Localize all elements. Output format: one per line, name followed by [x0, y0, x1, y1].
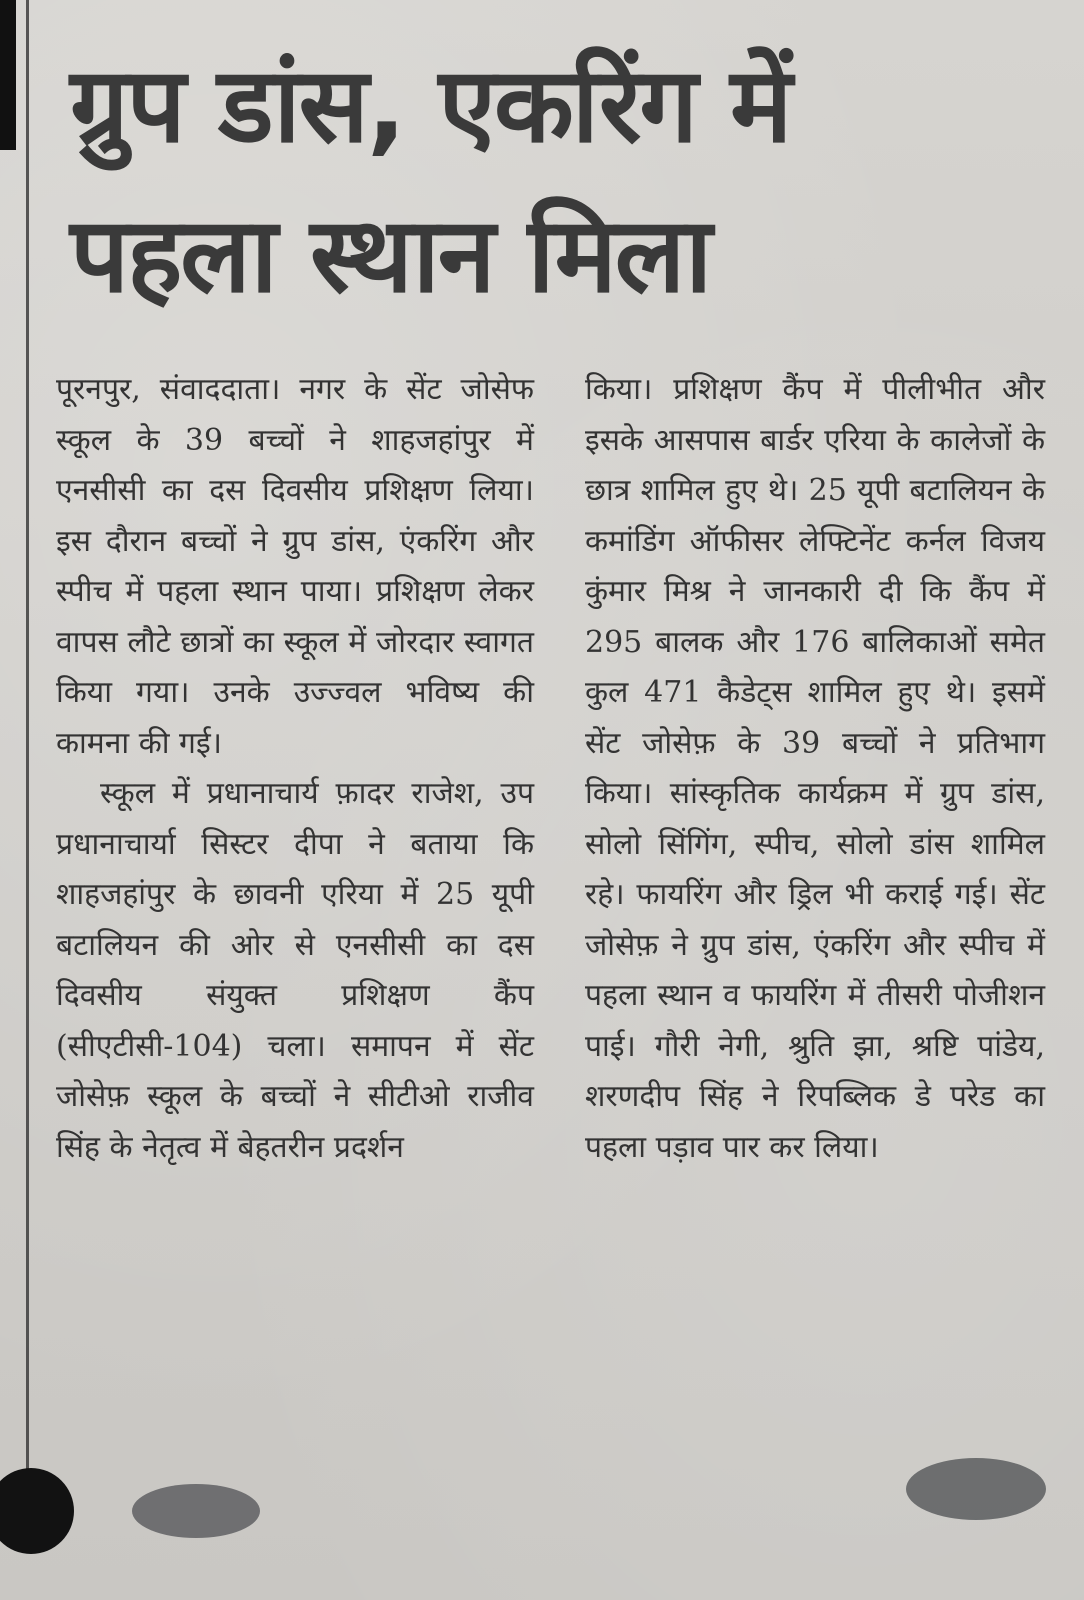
scan-smudge	[906, 1458, 1046, 1520]
article-column-left	[56, 365, 534, 1173]
paragraph: किया। प्रशिक्षण कैंप में पीलीभीत और इसके आसपास बार्डर एरिया के कालेजों के छात्र शामिल हुए थे। 25 यूपी बटालियन के कमांडिंग ऑफीसर लेफ्टिनेंट कर्नल विजय कुंमार मिश्र ने जानकारी दी कि कैंप में 295 बालक और 176 बालिकाओं समेत कुल 471 कैडेट्स शामिल हुए थे। इसमें सेंट जोसेफ़ के 39 बच्चों ने प्रतिभाग किया। सांस्कृतिक कार्यक्रम में ग्रुप डांस, सोलो सिंगिंग, स्पीच, सोलो डांस शामिल रहे। फायरिंग और ड्रिल भी कराई गई। सेंट जोसेफ़ ने ग्रुप डांस, एंकरिंग और स्पीच में पहला स्थान व फायरिंग में तीसरी पोजीशन पाई। गौरी नेगी, श्रुति झा, श्रष्टि पांडेय, शरणदीप सिंह ने रिपब्लिक डे परेड का पहला पड़ाव पार कर लिया।	[585, 372, 1045, 1165]
paragraph: स्कूल में प्रधानाचार्य फ़ादर राजेश, उप प्रधानाचार्या सिस्टर दीपा ने बताया कि शाहजहांपुर के छावनी एरिया में 25 यूपी बटालियन की ओर से एनसीसी का दस दिवसीय संयुक्त प्रशिक्षण कैंप (सीएटीसी-104) चला। समापन में सेंट जोसेफ़ स्कूल के बच्चों ने सीटीओ राजीव सिंह के नेतृत्व में बेहतरीन प्रदर्शन	[56, 776, 534, 1165]
binder-hole	[0, 1468, 74, 1554]
article-headline: ग्रुप डांस, एकरिंग में पहला स्थान मिला	[70, 44, 791, 316]
column-rule-thin	[26, 0, 29, 1470]
paragraph: पूरनपुर, संवाददाता। नगर के सेंट जोसेफ स्कूल के 39 बच्चों ने शाहजहांपुर में एनसीसी का दस दिवसीय प्रशिक्षण लिया। इस दौरान बच्चों ने ग्रुप डांस, एंकरिंग और स्पीच में पहला स्थान पाया। प्रशिक्षण लेकर वापस लौटे छात्रों का स्कूल में जोरदार स्वागत किया गया। उनके उज्ज्वल भविष्य की कामना की गई।	[56, 372, 534, 761]
scan-smudge	[132, 1484, 260, 1538]
article-column-right	[585, 365, 1045, 1173]
column-rule-thick	[0, 0, 16, 150]
